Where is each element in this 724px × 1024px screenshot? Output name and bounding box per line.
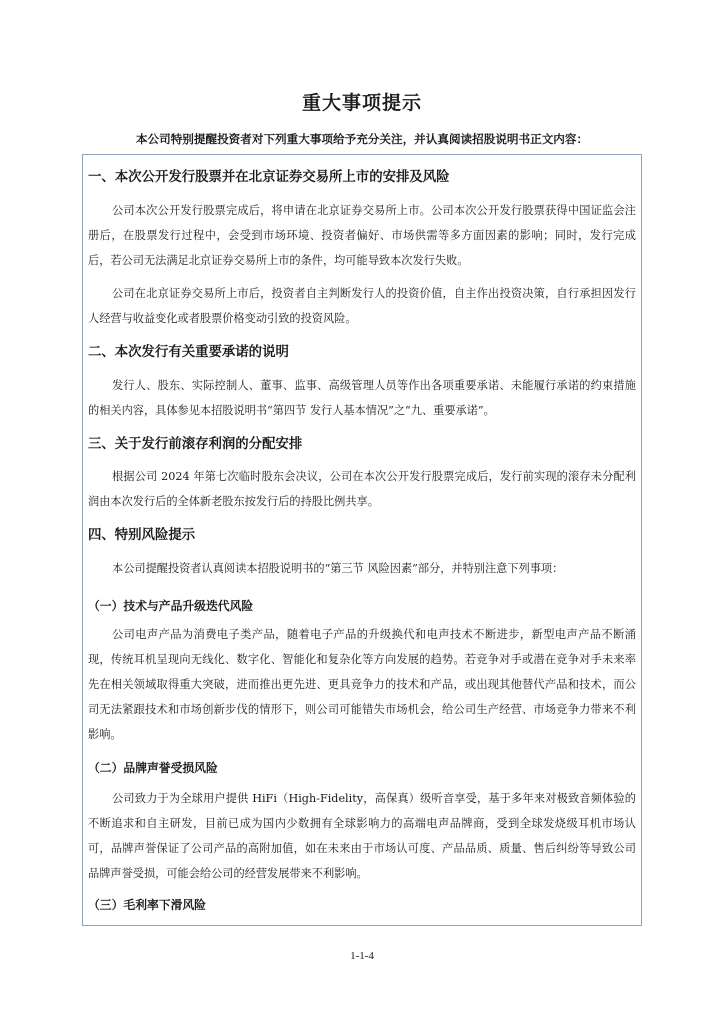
subsection-1-paragraph-1: 公司电声产品为消费电子类产品，随着电子产品的升级换代和电声技术不断进步，新型电声产品不断涌现，传统耳机呈现向无线化、数字化、智能化和复杂化等方向发展的趋势。若竞争对手或潜在竞争对手未来率先在相关领域取得重大突破，进而推出更先进、更具竞争力的技术和产品，或出现其他替代产品和技术，而公司无法紧跟技术和市场创新步伐的情形下，则公司可能错失市场机会，给公司生产经营、市场竞争力带来不利影响。 <box>88 628 636 741</box>
section-heading-1: 一、本次公开发行股票并在北京证券交易所上市的安排及风险 <box>88 170 450 185</box>
subsection-heading-2: （二）品牌声誉受损风险 <box>88 761 218 775</box>
section-heading-4: 四、特别风险提示 <box>88 528 196 543</box>
section-2-paragraph-1: 发行人、股东、实际控制人、董事、监事、高级管理人员等作出各项重要承诺、未能履行承诺的约束措施的相关内容，具体参见本招股说明书“第四节 发行人基本情况”之“九、重要承诺”。 <box>88 379 636 417</box>
page-title: 重大事项提示 <box>301 92 422 114</box>
section-1-paragraph-1: 公司本次公开发行股票完成后，将申请在北京证券交易所上市。公司本次公开发行股票获得中国证监会注册后，在股票发行过程中，会受到市场环境、投资者偏好、市场供需等多方面因素的影响；同时，发行完成后，若公司无法满足北京证券交易所上市的条件，均可能导致本次发行失败。 <box>88 204 636 267</box>
section-heading-2: 二、本次发行有关重要承诺的说明 <box>88 345 289 360</box>
section-heading-3: 三、关于发行前滚存利润的分配安排 <box>88 437 303 452</box>
section-4-paragraph-1: 本公司提醒投资者认真阅读本招股说明书的“第三节 风险因素”部分，并特别注意下列事项： <box>112 562 564 575</box>
section-3-paragraph-1: 根据公司 2024 年第七次临时股东会决议，公司在本次公开发行股票完成后，发行前实现的滚存未分配利润由本次发行后的全体新老股东按发行后的持股比例共享。 <box>88 470 636 508</box>
subsection-2-paragraph-1: 公司致力于为全球用户提供 HiFi（High-Fidelity，高保真）级听音享受，基于多年来对极致音频体验的不断追求和自主研发，目前已成为国内少数拥有全球影响力的高端电声品牌商，受到全球发烧级耳机市场认可，品牌声誉保证了公司产品的高附加值，如在未来由于市场认可度、产品品质、质量、售后纠纷等导致公司品牌声誉受损，可能会给公司的经营发展带来不利影响。 <box>88 792 636 880</box>
page-number: 1-1-4 <box>350 950 374 962</box>
subsection-heading-1: （一）技术与产品升级迭代风险 <box>88 599 254 613</box>
subsection-heading-3: （三）毛利率下滑风险 <box>88 898 206 912</box>
section-1-paragraph-2: 公司在北京证券交易所上市后，投资者自主判断发行人的投资价值，自主作出投资决策，自行承担因发行人经营与收益变化或者股票价格变动引致的投资风险。 <box>88 287 636 325</box>
intro-notice: 本公司特别提醒投资者对下列重大事项给予充分关注，并认真阅读招股说明书正文内容： <box>135 132 589 146</box>
